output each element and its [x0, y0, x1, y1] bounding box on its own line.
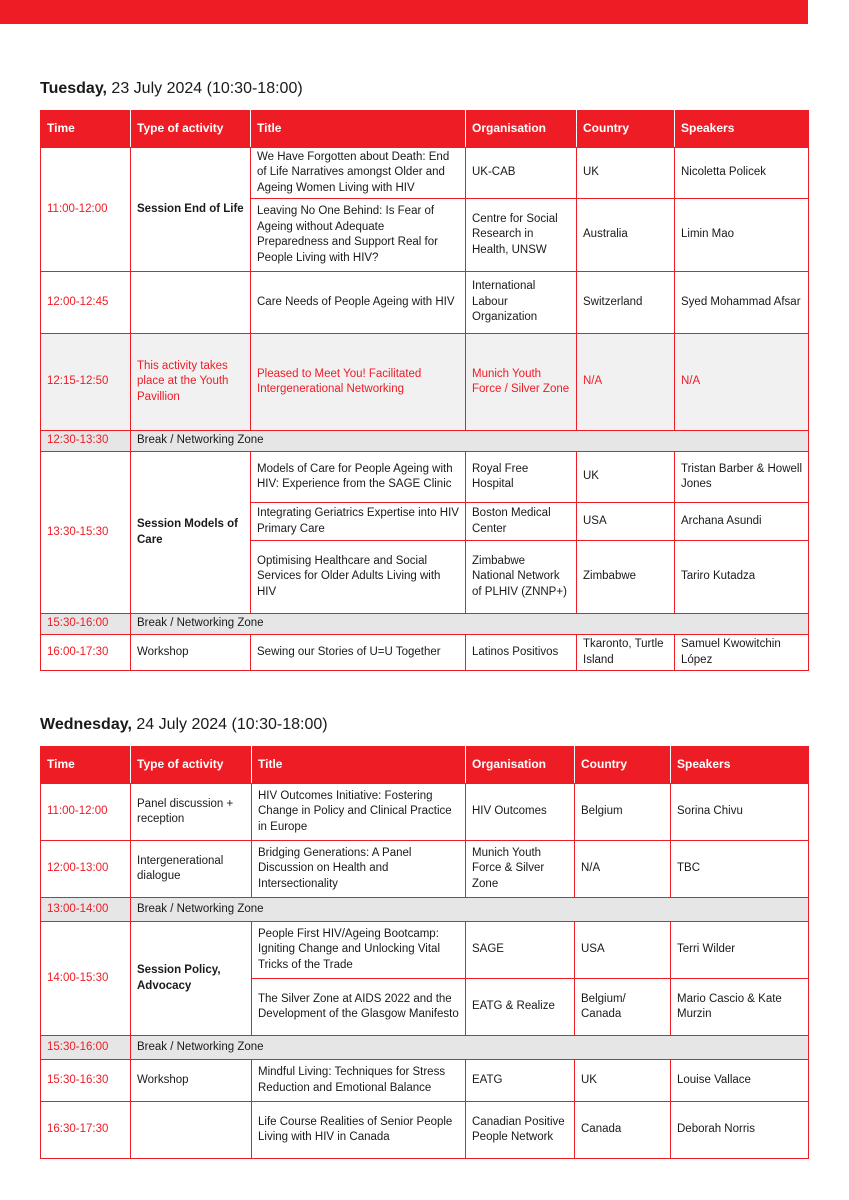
- speakers-cell: Sorina Chivu: [671, 784, 809, 841]
- organisation-cell: EATG: [466, 1060, 575, 1102]
- day-name: Wednesday,: [40, 716, 132, 733]
- title-cell: Integrating Geriatrics Expertise into HIV Primary Care: [251, 503, 466, 541]
- time-cell: 12:00-13:00: [41, 841, 131, 898]
- activity-type-cell: Workshop: [131, 1060, 252, 1102]
- speakers-cell: Tristan Barber & Howell Jones: [675, 452, 809, 503]
- time-cell: 13:00-14:00: [41, 898, 131, 922]
- break-label: Break / Networking Zone: [131, 614, 809, 635]
- title-cell: We Have Forgotten about Death: End of Life Narratives amongst Older and Ageing Women Living with HIV: [251, 148, 466, 199]
- time-cell: 15:30-16:30: [41, 1060, 131, 1102]
- title-cell: Mindful Living: Techniques for Stress Reduction and Emotional Balance: [252, 1060, 466, 1102]
- speakers-cell: Terri Wilder: [671, 922, 809, 979]
- break-row: [41, 1036, 809, 1060]
- title-cell: HIV Outcomes Initiative: Fostering Change in Policy and Clinical Practice in Europe: [252, 784, 466, 841]
- activity-type-cell: Panel discussion + reception: [131, 784, 252, 841]
- organisation-cell: Munich Youth Force / Silver Zone: [466, 334, 577, 431]
- table-row-highlighted: [41, 334, 809, 431]
- col-header-time: Time: [41, 111, 131, 148]
- speakers-cell: Mario Cascio & Kate Murzin: [671, 979, 809, 1036]
- speakers-cell: Limin Mao: [675, 199, 809, 272]
- title-cell: Leaving No One Behind: Is Fear of Ageing without Adequate Preparedness and Support Real for People Living with HIV?: [251, 199, 466, 272]
- table-row: [41, 272, 809, 334]
- organisation-cell: HIV Outcomes: [466, 784, 575, 841]
- organisation-cell: Munich Youth Force & Silver Zone: [466, 841, 575, 898]
- break-label: Break / Networking Zone: [131, 898, 809, 922]
- activity-type-cell: Intergenerational dialogue: [131, 841, 252, 898]
- time-cell: 15:30-16:00: [41, 614, 131, 635]
- title-cell: Life Course Realities of Senior People Living with HIV in Canada: [252, 1102, 466, 1159]
- title-cell: People First HIV/Ageing Bootcamp: Igniting Change and Unlocking Vital Tricks of the Trade: [252, 922, 466, 979]
- country-cell: UK: [577, 148, 675, 199]
- table-row: [41, 841, 809, 898]
- time-cell: 13:30-15:30: [41, 452, 131, 614]
- table-row: [41, 1102, 809, 1159]
- time-cell: 12:15-12:50: [41, 334, 131, 431]
- country-cell: UK: [577, 452, 675, 503]
- country-cell: Canada: [575, 1102, 671, 1159]
- activity-type-cell: Session End of Life: [131, 148, 251, 272]
- country-cell: Switzerland: [577, 272, 675, 334]
- country-cell: UK: [575, 1060, 671, 1102]
- country-cell: N/A: [577, 334, 675, 431]
- speakers-cell: Tariro Kutadza: [675, 541, 809, 614]
- time-cell: 14:00-15:30: [41, 922, 131, 1036]
- activity-type-cell: Workshop: [131, 635, 251, 671]
- col-header-organisation: Organisation: [466, 747, 575, 784]
- country-cell: Australia: [577, 199, 675, 272]
- time-cell: 11:00-12:00: [41, 784, 131, 841]
- table-row: [41, 635, 809, 671]
- table-row: [41, 452, 809, 503]
- title-cell: Care Needs of People Ageing with HIV: [251, 272, 466, 334]
- col-header-type: Type of activity: [131, 747, 252, 784]
- time-cell: 16:30-17:30: [41, 1102, 131, 1159]
- speakers-cell: Nicoletta Policek: [675, 148, 809, 199]
- break-label: Break / Networking Zone: [131, 1036, 809, 1060]
- schedule-table-wednesday: [40, 746, 809, 1159]
- time-cell: 12:30-13:30: [41, 431, 131, 452]
- speakers-cell: Samuel Kwowitchin López: [675, 635, 809, 671]
- organisation-cell: Centre for Social Research in Health, UNSW: [466, 199, 577, 272]
- schedule-table-tuesday: [40, 110, 809, 671]
- time-cell: 11:00-12:00: [41, 148, 131, 272]
- title-cell: Models of Care for People Ageing with HIV: Experience from the SAGE Clinic: [251, 452, 466, 503]
- activity-type-cell: [131, 272, 251, 334]
- table-row: [41, 1060, 809, 1102]
- country-cell: Belgium/ Canada: [575, 979, 671, 1036]
- title-cell: Pleased to Meet You! Facilitated Intergenerational Networking: [251, 334, 466, 431]
- col-header-time: Time: [41, 747, 131, 784]
- country-cell: USA: [575, 922, 671, 979]
- speakers-cell: N/A: [675, 334, 809, 431]
- col-header-title: Title: [252, 747, 466, 784]
- organisation-cell: SAGE: [466, 922, 575, 979]
- day-heading-wednesday: [40, 716, 328, 734]
- activity-type-cell: Session Policy, Advocacy: [131, 922, 252, 1036]
- top-red-bar: [0, 0, 808, 24]
- organisation-cell: Zimbabwe National Network of PLHIV (ZNNP+): [466, 541, 577, 614]
- break-row: [41, 614, 809, 635]
- organisation-cell: Boston Medical Center: [466, 503, 577, 541]
- table-row: [41, 784, 809, 841]
- time-cell: 12:00-12:45: [41, 272, 131, 334]
- organisation-cell: Canadian Positive People Network: [466, 1102, 575, 1159]
- speakers-cell: TBC: [671, 841, 809, 898]
- organisation-cell: EATG & Realize: [466, 979, 575, 1036]
- speakers-cell: Louise Vallace: [671, 1060, 809, 1102]
- break-row: [41, 898, 809, 922]
- organisation-cell: Latinos Positivos: [466, 635, 577, 671]
- col-header-speakers: Speakers: [671, 747, 809, 784]
- activity-type-cell: This activity takes place at the Youth Pavillion: [131, 334, 251, 431]
- break-label: Break / Networking Zone: [131, 431, 809, 452]
- activity-type-cell: Session Models of Care: [131, 452, 251, 614]
- title-cell: The Silver Zone at AIDS 2022 and the Development of the Glasgow Manifesto: [252, 979, 466, 1036]
- col-header-title: Title: [251, 111, 466, 148]
- organisation-cell: Royal Free Hospital: [466, 452, 577, 503]
- activity-type-cell: [131, 1102, 252, 1159]
- day-date: 24 July 2024 (10:30-18:00): [131, 716, 328, 733]
- header-row: [41, 747, 809, 784]
- country-cell: USA: [577, 503, 675, 541]
- title-cell: Bridging Generations: A Panel Discussion on Health and Intersectionality: [252, 841, 466, 898]
- country-cell: Belgium: [575, 784, 671, 841]
- col-header-organisation: Organisation: [466, 111, 577, 148]
- country-cell: Tkaronto, Turtle Island: [577, 635, 675, 671]
- header-row: [41, 111, 809, 148]
- col-header-speakers: Speakers: [675, 111, 809, 148]
- col-header-country: Country: [575, 747, 671, 784]
- table-row: [41, 922, 809, 979]
- speakers-cell: Archana Asundi: [675, 503, 809, 541]
- break-row: [41, 431, 809, 452]
- title-cell: Sewing our Stories of U=U Together: [251, 635, 466, 671]
- country-cell: Zimbabwe: [577, 541, 675, 614]
- country-cell: N/A: [575, 841, 671, 898]
- speakers-cell: Syed Mohammad Afsar: [675, 272, 809, 334]
- day-date: 23 July 2024 (10:30-18:00): [106, 80, 303, 97]
- speakers-cell: Deborah Norris: [671, 1102, 809, 1159]
- col-header-country: Country: [577, 111, 675, 148]
- day-name: Tuesday,: [40, 80, 107, 97]
- organisation-cell: UK-CAB: [466, 148, 577, 199]
- time-cell: 15:30-16:00: [41, 1036, 131, 1060]
- day-heading-tuesday: [40, 80, 303, 98]
- title-cell: Optimising Healthcare and Social Services for Older Adults Living with HIV: [251, 541, 466, 614]
- table-row: [41, 148, 809, 199]
- time-cell: 16:00-17:30: [41, 635, 131, 671]
- col-header-type: Type of activity: [131, 111, 251, 148]
- organisation-cell: International Labour Organization: [466, 272, 577, 334]
